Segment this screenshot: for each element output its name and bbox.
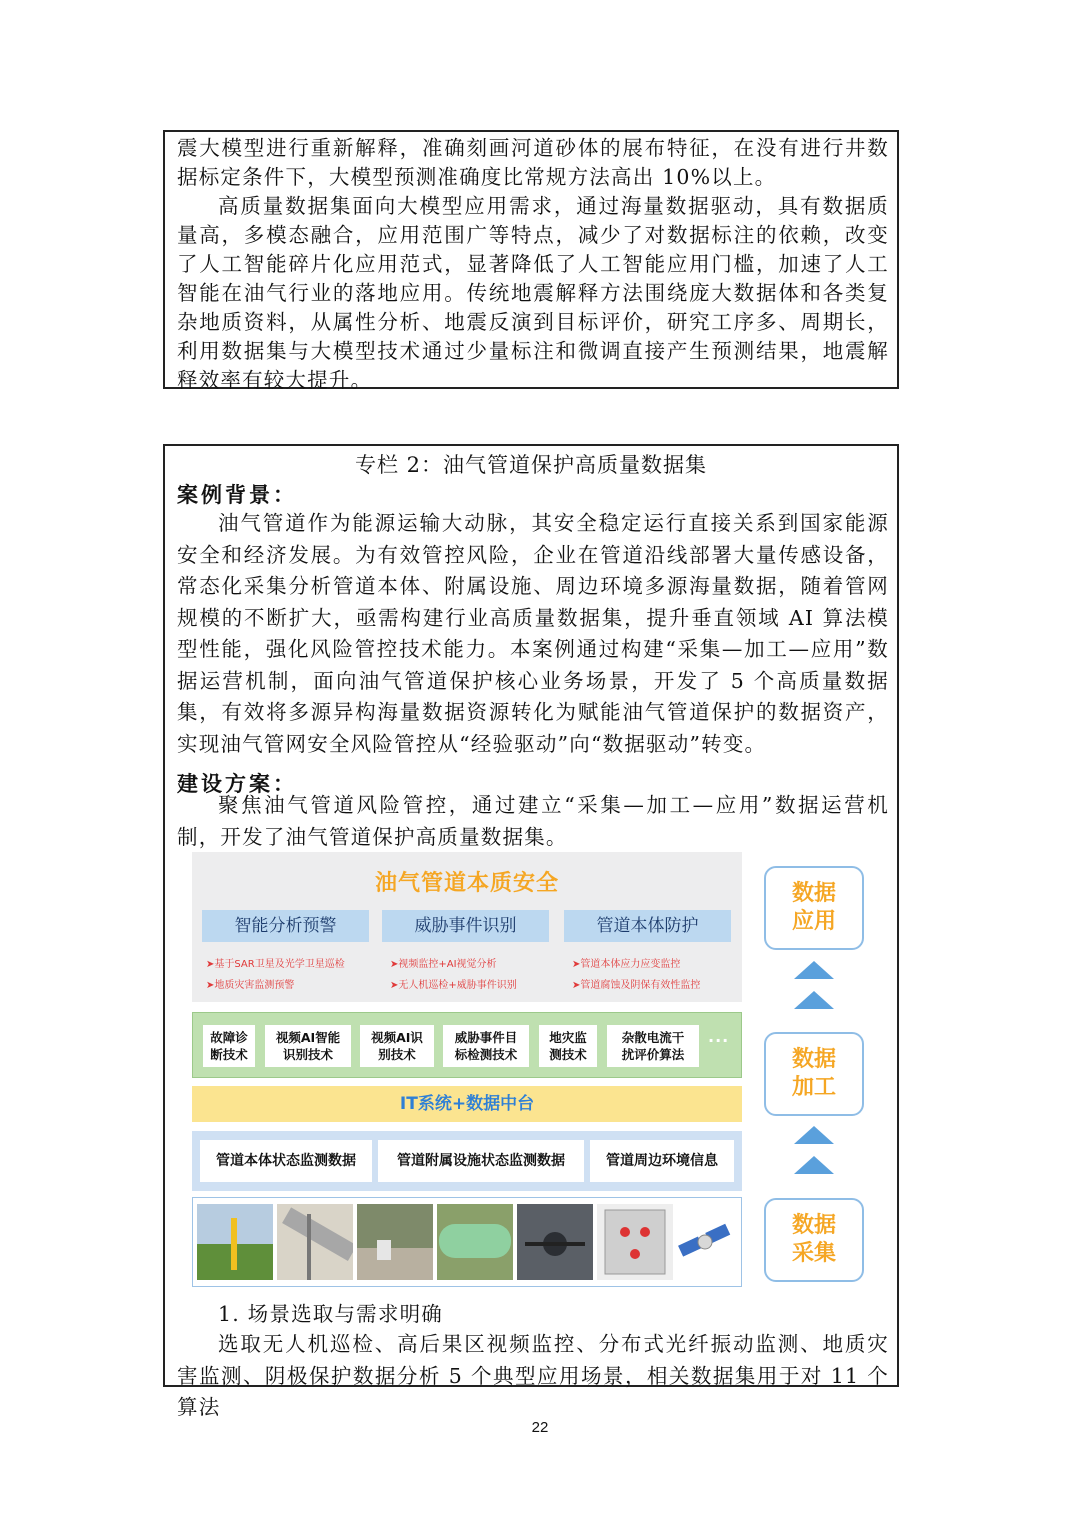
tech-fault-diagnosis: 故障诊 断技术 <box>203 1025 255 1067</box>
source-environment: 管道周边环境信息 <box>590 1140 734 1182</box>
bullet-item: ➤无人机巡检+威胁事件识别 <box>390 980 517 991</box>
control-box-photo <box>597 1204 673 1280</box>
architecture-diagram <box>192 852 872 1288</box>
bullet-group-3 <box>572 954 700 996</box>
capability-threat: 威胁事件识别 <box>382 910 549 942</box>
collection-photos <box>192 1197 742 1287</box>
source-pipeline-body: 管道本体状态监测数据 <box>200 1140 372 1182</box>
satellite-icon <box>675 1204 735 1280</box>
capability-warning: 智能分析预警 <box>202 910 369 942</box>
tech-threat-detection: 威胁事件目 标检测技术 <box>443 1025 529 1067</box>
ellipsis: ··· <box>708 1031 730 1050</box>
bullet-item: ➤地质灾害监测预警 <box>206 980 295 991</box>
label-data-application <box>764 866 864 950</box>
field-marker-photo <box>197 1204 273 1280</box>
paragraph-continued: 震大模型进行重新解释，准确刻画河道砂体的展布特征，在没有进行井数据标定条件下，大模型预测准确度比常规方法高出 10%以上。 <box>177 136 889 189</box>
label-data-processing <box>764 1032 864 1116</box>
bullet-group-2 <box>390 954 517 996</box>
application-layer <box>192 852 742 1002</box>
bullet-item: ➤基于SAR卫星及光学卫星巡检 <box>206 959 345 970</box>
tech-video-ai: 视频AI识 别技术 <box>360 1025 434 1067</box>
side-label-text: 数据 加工 <box>791 1047 836 1100</box>
capability-protection: 管道本体防护 <box>564 910 731 942</box>
text-box-continued <box>163 130 899 392</box>
green-pipeline-photo <box>437 1204 513 1280</box>
pipe-support-photo <box>277 1204 353 1280</box>
bullet-item: ➤管道腐蚀及阴保有效性监控 <box>572 980 701 991</box>
paragraph-dataset-benefits: 高质量数据集面向大模型应用需求，通过海量数据驱动，具有数据质量高，多模态融合，应用范围广等特点，减少了对数据标注的依赖，改变了人工智能碎片化应用范式，显著降低了人工智能应用门槛，加速了人工智能在油气行业的落地应用。传统地震解释方法围绕庞大数据体和各类复杂地质资料，从属性分析、地震反演到目标评价，研究工序多、周期长，利用数据集与大模型技术通过少量标注和微调直接产生预测结果，地震解释效率有较大提升。 <box>177 194 889 392</box>
paragraph-scenario-selection: 选取无人机巡检、高后果区视频监控、分布式光纤振动监测、地质灾害监测、阴极保护数据分析 5 个典型应用场景，相关数据集用于对 11 个算法 <box>177 1332 889 1419</box>
side-label-text: 数据 应用 <box>791 881 836 934</box>
tech-stray-current: 杂散电流干 扰评价算法 <box>607 1025 699 1067</box>
side-label-text: 数据 采集 <box>791 1213 836 1266</box>
platform-layer: IT系统+数据中台 <box>192 1086 742 1122</box>
label-data-collection <box>764 1198 864 1282</box>
processing-layer <box>192 1012 742 1078</box>
bullet-item: ➤管道本体应力应变监控 <box>572 959 681 970</box>
up-arrow-icon <box>792 1124 836 1184</box>
application-layer-title: 油气管道本质安全 <box>374 871 559 896</box>
tech-geohazard: 地灾监 测技术 <box>539 1025 597 1067</box>
source-facility: 管道附属设施状态监测数据 <box>378 1140 584 1182</box>
data-layer <box>192 1131 742 1191</box>
column-title: 专栏 2：油气管道保护高质量数据集 <box>354 453 708 477</box>
construction-site-photo <box>357 1204 433 1280</box>
bullet-group-1 <box>206 954 345 996</box>
page-number: 22 <box>531 1419 549 1436</box>
paragraph-construction-plan: 聚焦油气管道风险管控，通过建立“采集—加工—应用”数据运营机制，开发了油气管道保护高质量数据集。 <box>177 793 889 849</box>
drone-photo <box>517 1204 593 1280</box>
heading-case-background: 案例背景： <box>177 483 297 507</box>
tech-video-ai-smart: 视频AI智能 识别技术 <box>265 1025 351 1067</box>
paragraph-scenario-heading: 1. 场景选取与需求明确 <box>218 1302 443 1326</box>
bullet-item: ➤视频监控+AI视觉分析 <box>390 959 497 970</box>
paragraph-case-background: 油气管道作为能源运输大动脉，其安全稳定运行直接关系到国家能源安全和经济发展。为有效管控风险，企业在管道沿线部署大量传感设备，常态化采集分析管道本体、附属设施、周边环境多源海量数据，随着管网规模的不断扩大，亟需构建行业高质量数据集，提升垂直领域 AI 算法模型性能，强化风险管控技术能力。本案例通过构建“采集—加工—应用”数据运营机制，面向油气管道保护核心业务场景，开发了 5 个高质量数据集，有效将多源异构海量数据资源转化为赋能油气管道保护的数据资产，实现油气管网安全风险管控从“经验驱动”向“数据驱动”转变。 <box>177 511 889 756</box>
up-arrow-icon <box>792 959 836 1019</box>
heading-construction-plan: 建设方案： <box>177 772 297 796</box>
